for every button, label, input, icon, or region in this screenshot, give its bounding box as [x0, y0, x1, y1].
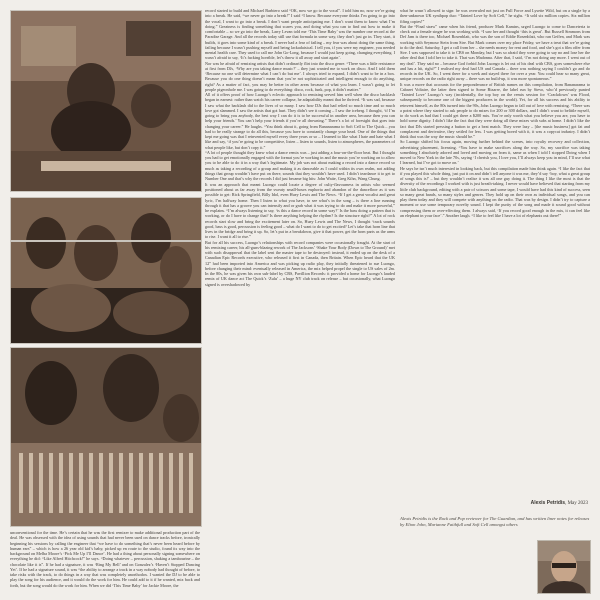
author-bio-caption: Alexis Petridis is the Rock and Pop reviewer for The Guardian, and has written liner notes for releases by Elton John, Marianne Faithfull and Soft Cell amongst others	[400, 516, 590, 527]
text-column-right	[400, 8, 590, 498]
body-text: what he wasn’t allowed to sign: he was overruled not just on Full Force and Lysette Wild, but on a single by a then-unknown UK synthpop duo: “Tainted Love by Soft Cell,” he sighs. “It sold six million copies. Six million fifing copies!” But the “Final straw” came when his friend, producer Mark Kamins, urged Luongo to come to Danceteria to check out a female singer he was working with. “I saw her and thought ‘this is great’. But Russell Simmons from Def Jam is there too, Michael Rosenblatt, who was the son of Eddie Rosenblatt, who ran Geffen, and Mark was working with Seymour Stein from Sire. But Mark comes over my place Friday, we have a treat that we’re going to do the deal. Saturday, I get a call from her – she needs money for rent and food, and she’s got a film offer from Sire. I was supposed to take it to CBS on Monday, but I was so afraid they were going to say no and lose her the other deal that I told her to take it. That was Madonna. After that, I said, ‘I’m not doing any more. I went out of my deal’. They said no – because God forbid John Luongo is let out of his deal with CBS, goes somewhere else and has a hit, right?” I realised my deal had US and Canada – there was nothing saying I couldn’t go and do records in the UK. So, I went there for a week and stayed there for over a year. You could hear so many great, unique records on the radio right away – there was no build-up, it was more spontaneous.” It was a move that accounts for the preponderance of British names on this compilation, from Bananarama to Cabaret Voltaire, the latter then signed to Some Bizarre, the label run by Stevo, who’d previously punted ‘Tainted Love’ Luongo’s way (incidentally, the top boy on the remix session for ‘Crackdown’ was Flood, subsequently to become one of the biggest producers in the world). Yet, for all his success and his ability to reinvent himself, as the 80s turned into the 90s, John Luongo began to fall out of love with remixing. “There was a point where they started to ask people to do mixes for 200 or 300 dollars, and I didn’t want to belittle myself, to do work as bad that I could get there a $200 mix. You’re only worth what you believe you are, you have to hold some dignity. I didn’t like the fact that they were doing all these mixes with subs at home. I didn’t like the fact that DJs started pressing a button to get a beat match. They were lazy – [the music business] got fat and complacent and derivative, they settled for less. I was getting bored with it, it was a copycat industry. I didn’t think that was the way the music should be.” So Luongo shifted his focus again, moving further behind the scenes, into royalty recovery and collection, advertising placement, licensing. “You have to make sacrifices along the way. So, my sacrifice was taking something I absolutely adored and loved and moving on from it, same as when I told I stopped Doing when I moved to New York in the late 70s, saying ‘I cherish you, I love you, I’ll always keep you in mind, I’ll use what I learned, but I’ve got to move on.’ He says he isn’t much interested in looking back, but this compilation made him think again. “I like the fact that if you played this whole thing, just put it on and didn’t tell anyone it was me, they’d say ‘boy, what a great group of songs this is!’ – but they wouldn’t realise it was all one guy doing it. The thing I like the most is that the diversity of the recordings I worked with is just breath-taking. I never would have believed that starting from my little club background, editing with a pair of scissors and some tape, I would have had this kind of success, seen so many great bands, so many styles and genres. They hold up on their own as individual songs, and you can play them today and they will compete with anything on the radio. That was by design. I didn’t try to capture a moment or use some temporary novelty sound. I kept the purity of the song and made it sound good without compressing them or over-effecting them. I always said, ‘If you record good enough in the mix, it can feel like an elephant in your face’.” Another laugh. “I like to feel like I have a lot of elephants out there!”	[400, 8, 590, 218]
author-name: Alexis Petridis	[530, 500, 566, 506]
body-text: It was an approach that meant Luongo could locate a degree of culty-flavourness in artists who seemed positioned about as far away from the sweaty small-hours euphoria and abandon of the dancefloor as it was possible to get: Rick Springfield, Billy Idol, even Huey Lewis and The News. “If I get a great vocalist and great lyric, I’m halfway home. Then I listen to what you have, to see what’s in the song – is there a line running through it that has a groove you can intensify and or grab what it was trying to do and make it more powerful,” he explains. “I’m always listening to say, ‘is this a dance record in some way?’ Is the bass doing a pattern that is working, or do I have to change that? Is there anything helping the rhythm? Is the structure right?” A lot of rock records start slow and bring the excitement later on. So, Huey Lewis and The News, I thought ‘track sounds good, bass is good, percussion is feeling good – what do I want to do to get excited? Let’s take that horn line that lives in the bridge and bring it up. So, let’s put in a breakdown, give it that power, get the horn parts as the arms to rise. I want it all to rise.” But for all his success, Luongo’s relationships with record companies were occasionally fraught. At the start of his remixing career, his all-guns-blazing rework of The Jacksons’ ‘Shake Your Body (Down to The Ground)’ met with such disapproval that the label sent the master tape to be destroyed: instead, it ended up on the desk of a Canadian Epic Records executive, who released it first in Canada, then Britain. When Epic heard that the UK 12” had been imported into America and was picking up radio play, they initially threatened to sue Luongo, before changing their mind: eventually released in America, the mix helped propel the single to US sales of 2m. In the 80s, he was given his own sub-label by CBS, Pavillion Records: it provided a home for Luongo’s lauded remix of UK dance act The Quick’s ‘Zulu’ – a huge NY club track on release – but occasionally, what Luongo signed is overshadowed by	[205, 181, 395, 287]
photo-studio-top	[10, 10, 202, 192]
photo-mixing-desk	[10, 240, 202, 242]
body-text: unconventional for the time. He’s certain that he was the first remixer to make additional production part of the deal. He was obsessed with the idea of using sounds that had never been used on dance tracks before, ironically beginning his sessions by calling the engineer that “we have to do something that’s never been heard before by human ears” – which is how a 26 year old kid’s baby, picked up en route to the studio, found its way into the background on Melba Moore’s ‘Pick Me Up I’ll Dance’. He had a thing about personally signing somewhere on everything he did: “Like Alfred Hitchcock!” he says. “Doing whatever – percussion, shaking a tambourine – the chocolate like it is”. If he had a signature, it was ‘Ring My Bell’ and on Gonzalez’s ‘Haven’t Stopped Dancing Yet’. If he had a signature sound, it was “the ability to arrange a track in a way nobody had thought of before, to take risks with the track, to do things in a way that was completely unorthodox. I wanted the DJ to be able to play the song for his audience, and it would do the work for him. He could add to it if he wanted, mix back and forth, but the song would do the work for him. When we did ‘This Time Baby’ for Jackie Moore, the	[10, 530, 200, 588]
signature-date: , May 2023	[565, 501, 588, 506]
photo-author-portrait	[537, 540, 591, 594]
photo-band-group	[10, 197, 202, 344]
text-column-left-bottom	[10, 530, 200, 596]
author-signature	[400, 500, 588, 507]
text-column-middle	[205, 8, 395, 596]
body-text: record started to build and Michael Barbiero said “OK, now we go to the vocal”. I told him no, now we’re going into a break. He said, “we never go into a break!” I said “I know. Because everyone thinks I’m going to go into the vocal, I want to go into a break. I don’t want people anticipating me. I don’t want them to know what I’m doing.” Greatness is finding something that scares you, and doing what you can to find out how to make it comfortable – so we go into the break, Larry Levan told me ‘This Time Baby’ was the number one record at the Paradise Garage. And all the records today still use that formula in some way, they don’t just go in. They start, it builds, it goes into some kind of a break. I never had a fear of failing – my fear was about doing the same thing, failing because I wasn’t pushing myself and being lackadaisical. I tell you, if you were my engineer, you needed mental health care. They used to call me John Go-Long, because I would just keep going, changing everything. I wasn’t afraid to say, ‘It’s fucking horrible, let’s throw it all away and start again’. Nor was he afraid of remixing artists that didn’t ordinarily flirt into the disco genre. “There was a little resistance at first from DJs, ‘Why are you taking dance music?’ – they just wanted me to work on disco. And I told them ‘Because no one will determine what I can’t do but me’. I always tried to expand, I didn’t want to be in a box. Because you do one thing doesn’t mean that you’re not sophisticated and intelligent enough to do anything, right? As a matter of fact, you may be better in other areas because of what you learn. I wasn’t going to let people pigeonhole me. I was going to do everything: disco, rock, funk, pop, it didn’t matter.” All of it offers proof of how Luongo’s eclectic approach to remixing served him well when the disco backlash began in earnest: rather than watch his career collapse, he adaptability meant that he thrived. “It was sad, because I saw what the backlash did to the lives of so many. I saw how DJs that had relied so much time and so much love got slammed. I saw the artists that got hurt. They didn’t see it coming – I saw the iceberg. I thought, ‘if I’m going to bring you anybody, the best way I can do it is to be successful in another area, because then you can help your friends.’ You can’t help your friends if you’re all drowning.” There’s a lot of foresight that goes into changing your career.” He laughs. “You think about it, going from Bananarama to Soft Cell to The Quick…you had to be really strange to do all this, because you have to constantly change your head. One of the things that kept me going was that I reinvented myself every three years or so – I learned to like what I hate and hate what I like and say, ‘if you’re going to be competitive, listen – listen to sounds, listen to atmospheres, the parameters of what people like, but don’t copy it.” “A lot of people thought they knew what a dance remix was – just adding a four-on-the-floor beat. But I thought you had to get emotionally engaged with the format you’re working in and the music you’re working on to allow you to be able to do it in a way that’s legitimate. My job was not about making a record into a dance record so much as taking a recording of a group and making it as danceable as I could within its own realm, not adding things that group wouldn’t have put on there, sounds that they wouldn’t have used. I didn’t teardance it to get to Number One and that’s why the records I did just became big hits: John Waite, Greg Kihn, Wang Chung.	[205, 8, 395, 181]
photo-mixing-desk	[10, 347, 202, 527]
